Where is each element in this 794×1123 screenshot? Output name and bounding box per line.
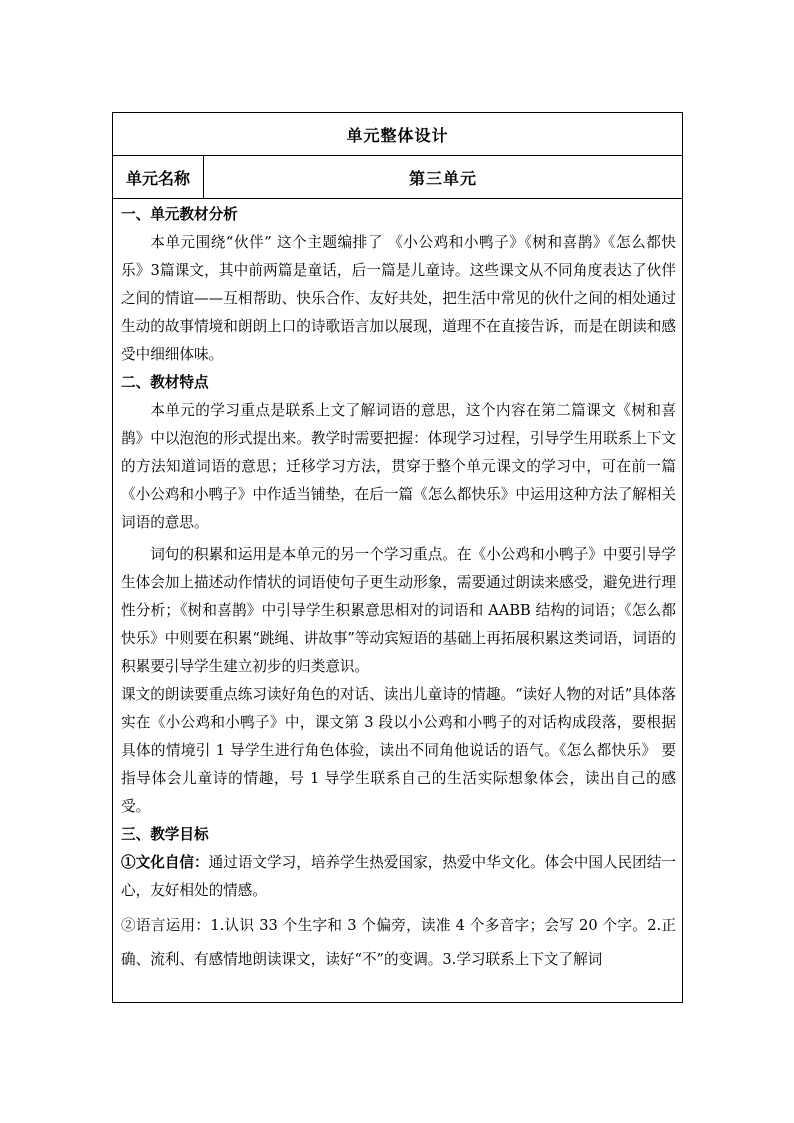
features-paragraph-2: 词句的积累和运用是本单元的另一个学习重点。在《小公鸡和小鸭子》中要引导学生体会加上描述动作情状的词语使句子更生动形象，需要通过朗读来感受，避免进行理性分析；《树和喜鹊》中引导学生积累意思相对的词语和 AABB 结构的词语；《怎么都快乐》中则要在积累“跳绳、讲故事”等动宾短语的基础上再拓展积累这类词语，词语的积累要引导学生建立初步的归类意识。 — [121, 546, 676, 675]
analysis-paragraph: 本单元围绕“伙伴” 这个主题编排了 《小公鸡和小鸭子》《树和喜鹊》《怎么都快乐》3篇课文，其中前两篇是童话，后一篇是儿童诗。这些课文从不同角度表达了伙伴之间的情谊——互相帮助、快乐合作、友好共处，把生活中常见的伙什之间的相处通过生动的故事情境和朗朗上口的诗歌语言加以展现，道理不在直接告诉，而是在朗读和感受中细细体味。 — [121, 234, 676, 363]
unit-design-table — [112, 112, 683, 1003]
table-title: 单元整体设计 — [113, 113, 682, 156]
goal1-label: ①文化自信： — [121, 854, 209, 871]
unit-name-label: 单元名称 — [113, 156, 204, 198]
unit-name-row — [113, 156, 682, 199]
section-heading-goals: 三、教学目标 — [121, 826, 209, 843]
features-paragraph-3: 课文的朗读要重点练习读好角色的对话、读出儿童诗的情趣。“读好人物的对话”具体落实在《小公鸡和小鸭子》中，课文第 3 段以小公鸡和小鸭子的对话构成段落，要根据具体的情境引 1 导学生进行角色体验，读出不同角他说话的语气。《怎么都快乐》 要指导体会儿童诗的情趣，号 1 导学生联系自己的生活实际想象体会，读出自己的感受。 — [121, 686, 676, 815]
goal-language-use: ②语言运用：1.认识 33 个生字和 3 个偏旁，读准 4 个多音字；会写 20 个字。2.正确、流利、有感情地朗读课文，读好“不”的变调。3.学习联系上下文了解词 — [121, 917, 677, 968]
features-paragraph-1: 本单元的学习重点是联系上文了解词语的意思，这个内容在第二篇课文《树和喜鹊》中以泡泡的形式提出来。教学时需要把握：体现学习过程，引导学生用联系上下文的方法知道词语的意思；迁移学习方法，贯穿于整个单元课文的学习中，可在前一篇《小公鸡和小鸭子》中作适当铺垫，在后一篇《怎么都快乐》中运用这种方法了解相关词语的意思。 — [121, 402, 676, 531]
content-cell — [113, 199, 682, 977]
section-heading-features: 二、教材特点 — [121, 374, 209, 391]
goal1-text: 通过语文学习，培养学生热爱国家，热爱中华文化。体会中国人民团结一心，友好相处的情感。 — [121, 854, 676, 899]
unit-name-value: 第三单元 — [408, 168, 477, 188]
goal-cultural-confidence — [121, 849, 676, 905]
section-heading-analysis: 一、单元教材分析 — [121, 206, 238, 223]
